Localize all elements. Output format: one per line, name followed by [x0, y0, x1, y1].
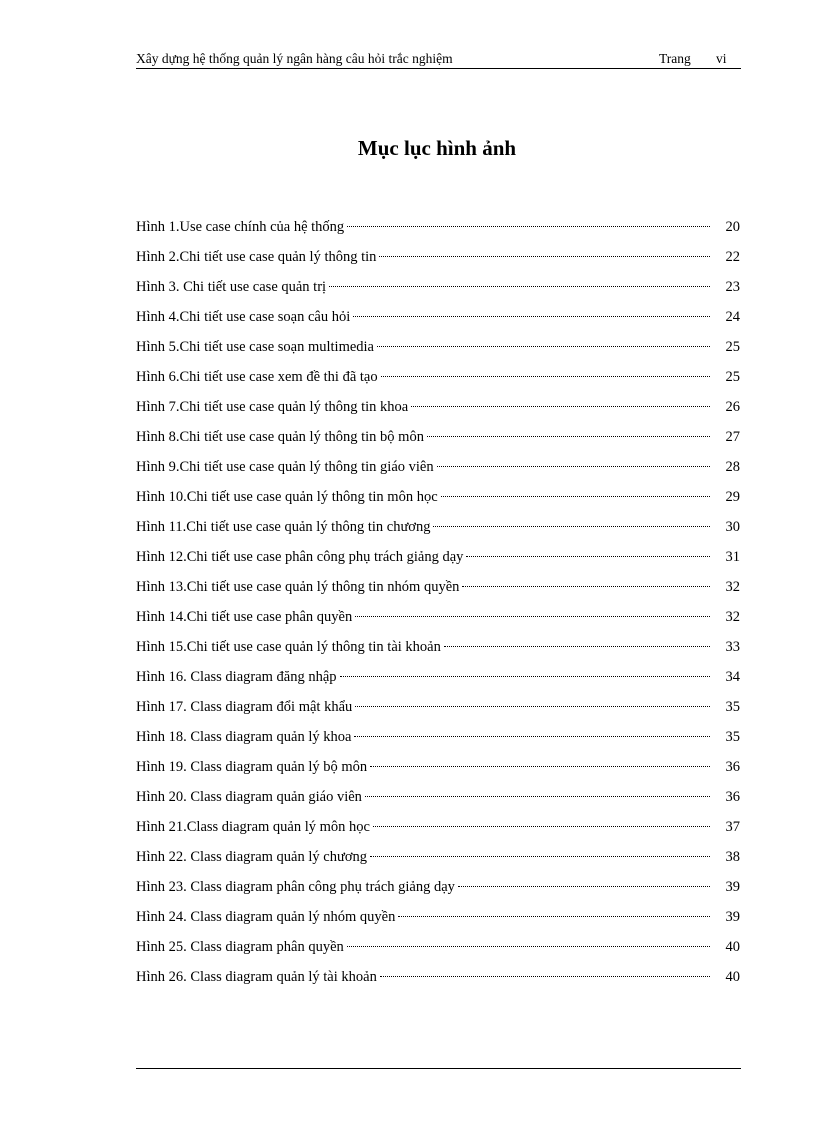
toc-entry[interactable] — [136, 606, 740, 636]
page-header — [136, 50, 741, 69]
toc-entry-page: 39 — [725, 909, 740, 925]
toc-entry-label: Hình 13.Chi tiết use case quản lý thông tin nhóm quyền — [136, 579, 460, 595]
dot-leader — [377, 346, 710, 347]
toc-entry-label: Hình 6.Chi tiết use case xem đề thi đã tạo — [136, 369, 378, 385]
toc-entry-page: 35 — [725, 699, 740, 715]
dot-leader — [379, 256, 710, 257]
toc-entry[interactable] — [136, 726, 740, 756]
toc-entry-page: 33 — [725, 639, 740, 655]
toc-entry-page: 39 — [725, 879, 740, 895]
dot-leader — [411, 406, 710, 407]
toc-entry-page: 40 — [725, 969, 740, 985]
toc-entry[interactable] — [136, 456, 740, 486]
toc-entry[interactable] — [136, 336, 740, 366]
toc-entry-page: 32 — [725, 609, 740, 625]
dot-leader — [370, 856, 710, 857]
toc-entry-page: 35 — [725, 729, 740, 745]
toc-entry-label: Hình 3. Chi tiết use case quản trị — [136, 279, 327, 295]
dot-leader — [380, 976, 710, 977]
toc-entry-page: 25 — [725, 339, 740, 355]
toc-entry-page: 20 — [725, 219, 740, 235]
toc-entry-label: Hình 14.Chi tiết use case phân quyền — [136, 609, 353, 625]
toc-entry-page: 22 — [725, 249, 740, 265]
toc-entry-label: Hình 25. Class diagram phân quyền — [136, 939, 344, 955]
dot-leader — [370, 766, 710, 767]
toc-entry-label: Hình 1.Use case chính của hệ thống — [136, 219, 345, 235]
toc-entry-label: Hình 26. Class diagram quản lý tài khoản — [136, 969, 377, 985]
dot-leader — [354, 736, 710, 737]
dot-leader — [347, 946, 710, 947]
toc-entry-label: Hình 24. Class diagram quản lý nhóm quyền — [136, 909, 396, 925]
toc-entry-page: 24 — [725, 309, 740, 325]
toc-entry-page: 40 — [725, 939, 740, 955]
dot-leader — [433, 526, 710, 527]
toc-entry[interactable] — [136, 786, 740, 816]
table-of-figures — [136, 216, 740, 996]
toc-entry[interactable] — [136, 246, 740, 276]
toc-entry-label: Hình 10.Chi tiết use case quản lý thông tin môn học — [136, 489, 438, 505]
dot-leader — [466, 556, 710, 557]
toc-entry-label: Hình 15.Chi tiết use case quản lý thông tin tài khoản — [136, 639, 441, 655]
toc-entry-page: 37 — [725, 819, 740, 835]
dot-leader — [441, 496, 710, 497]
toc-entry-page: 38 — [725, 849, 740, 865]
page-label: Trang — [659, 51, 691, 66]
dot-leader — [444, 646, 710, 647]
toc-entry-label: Hình 18. Class diagram quản lý khoa — [136, 729, 352, 745]
toc-entry[interactable] — [136, 306, 740, 336]
toc-entry[interactable] — [136, 906, 740, 936]
footer-divider — [136, 1068, 741, 1069]
toc-entry-label: Hình 16. Class diagram đăng nhập — [136, 669, 337, 685]
toc-entry-label: Hình 4.Chi tiết use case soạn câu hỏi — [136, 309, 351, 325]
dot-leader — [427, 436, 710, 437]
toc-entry-label: Hình 11.Chi tiết use case quản lý thông tin chương — [136, 519, 431, 535]
toc-entry-page: 28 — [725, 459, 740, 475]
toc-entry-page: 23 — [725, 279, 740, 295]
dot-leader — [381, 376, 710, 377]
toc-entry[interactable] — [136, 936, 740, 966]
dot-leader — [353, 316, 710, 317]
toc-entry-page: 27 — [725, 429, 740, 445]
toc-entry[interactable] — [136, 636, 740, 666]
toc-entry[interactable] — [136, 546, 740, 576]
dot-leader — [458, 886, 710, 887]
toc-entry[interactable] — [136, 486, 740, 516]
toc-entry-page: 25 — [725, 369, 740, 385]
toc-entry[interactable] — [136, 516, 740, 546]
toc-entry[interactable] — [136, 846, 740, 876]
toc-entry-page: 31 — [725, 549, 740, 565]
toc-entry-page: 36 — [725, 789, 740, 805]
toc-entry-label: Hình 2.Chi tiết use case quản lý thông tin — [136, 249, 377, 265]
dot-leader — [355, 616, 710, 617]
document-title: Xây dựng hệ thống quản lý ngân hàng câu hỏi trắc nghiệm — [136, 51, 453, 66]
toc-entry-label: Hình 20. Class diagram quản giáo viên — [136, 789, 362, 805]
toc-entry[interactable] — [136, 966, 740, 996]
toc-entry-page: 36 — [725, 759, 740, 775]
toc-entry[interactable] — [136, 396, 740, 426]
dot-leader — [355, 706, 710, 707]
toc-entry-page: 26 — [725, 399, 740, 415]
dot-leader — [347, 226, 710, 227]
toc-entry-label: Hình 5.Chi tiết use case soạn multimedia — [136, 339, 374, 355]
toc-entry[interactable] — [136, 426, 740, 456]
toc-entry-page: 34 — [725, 669, 740, 685]
toc-entry-label: Hình 23. Class diagram phân công phụ trách giảng dạy — [136, 879, 455, 895]
toc-entry-label: Hình 12.Chi tiết use case phân công phụ trách giảng dạy — [136, 549, 464, 565]
toc-entry-label: Hình 21.Class diagram quản lý môn học — [136, 819, 370, 835]
dot-leader — [340, 676, 710, 677]
toc-entry-page: 30 — [725, 519, 740, 535]
toc-entry-label: Hình 9.Chi tiết use case quản lý thông tin giáo viên — [136, 459, 434, 475]
toc-entry[interactable] — [136, 876, 740, 906]
page-number: vi — [716, 51, 727, 66]
toc-entry-label: Hình 7.Chi tiết use case quản lý thông tin khoa — [136, 399, 409, 415]
toc-entry[interactable] — [136, 276, 740, 306]
toc-entry[interactable] — [136, 756, 740, 786]
toc-entry-page: 29 — [725, 489, 740, 505]
dot-leader — [398, 916, 710, 917]
dot-leader — [462, 586, 710, 587]
dot-leader — [373, 826, 710, 827]
toc-entry-label: Hình 22. Class diagram quản lý chương — [136, 849, 367, 865]
toc-entry[interactable] — [136, 696, 740, 726]
toc-entry-page: 32 — [725, 579, 740, 595]
toc-entry[interactable] — [136, 666, 740, 696]
toc-entry[interactable] — [136, 576, 740, 606]
toc-entry-label: Hình 17. Class diagram đổi mật khẩu — [136, 699, 353, 715]
toc-entry[interactable] — [136, 216, 740, 246]
toc-entry[interactable] — [136, 816, 740, 846]
dot-leader — [329, 286, 710, 287]
dot-leader — [365, 796, 710, 797]
toc-entry-label: Hình 8.Chi tiết use case quản lý thông tin bộ môn — [136, 429, 424, 445]
toc-entry-label: Hình 19. Class diagram quản lý bộ môn — [136, 759, 368, 775]
toc-title: Mục lục hình ảnh — [357, 136, 517, 160]
toc-entry[interactable] — [136, 366, 740, 396]
dot-leader — [437, 466, 710, 467]
